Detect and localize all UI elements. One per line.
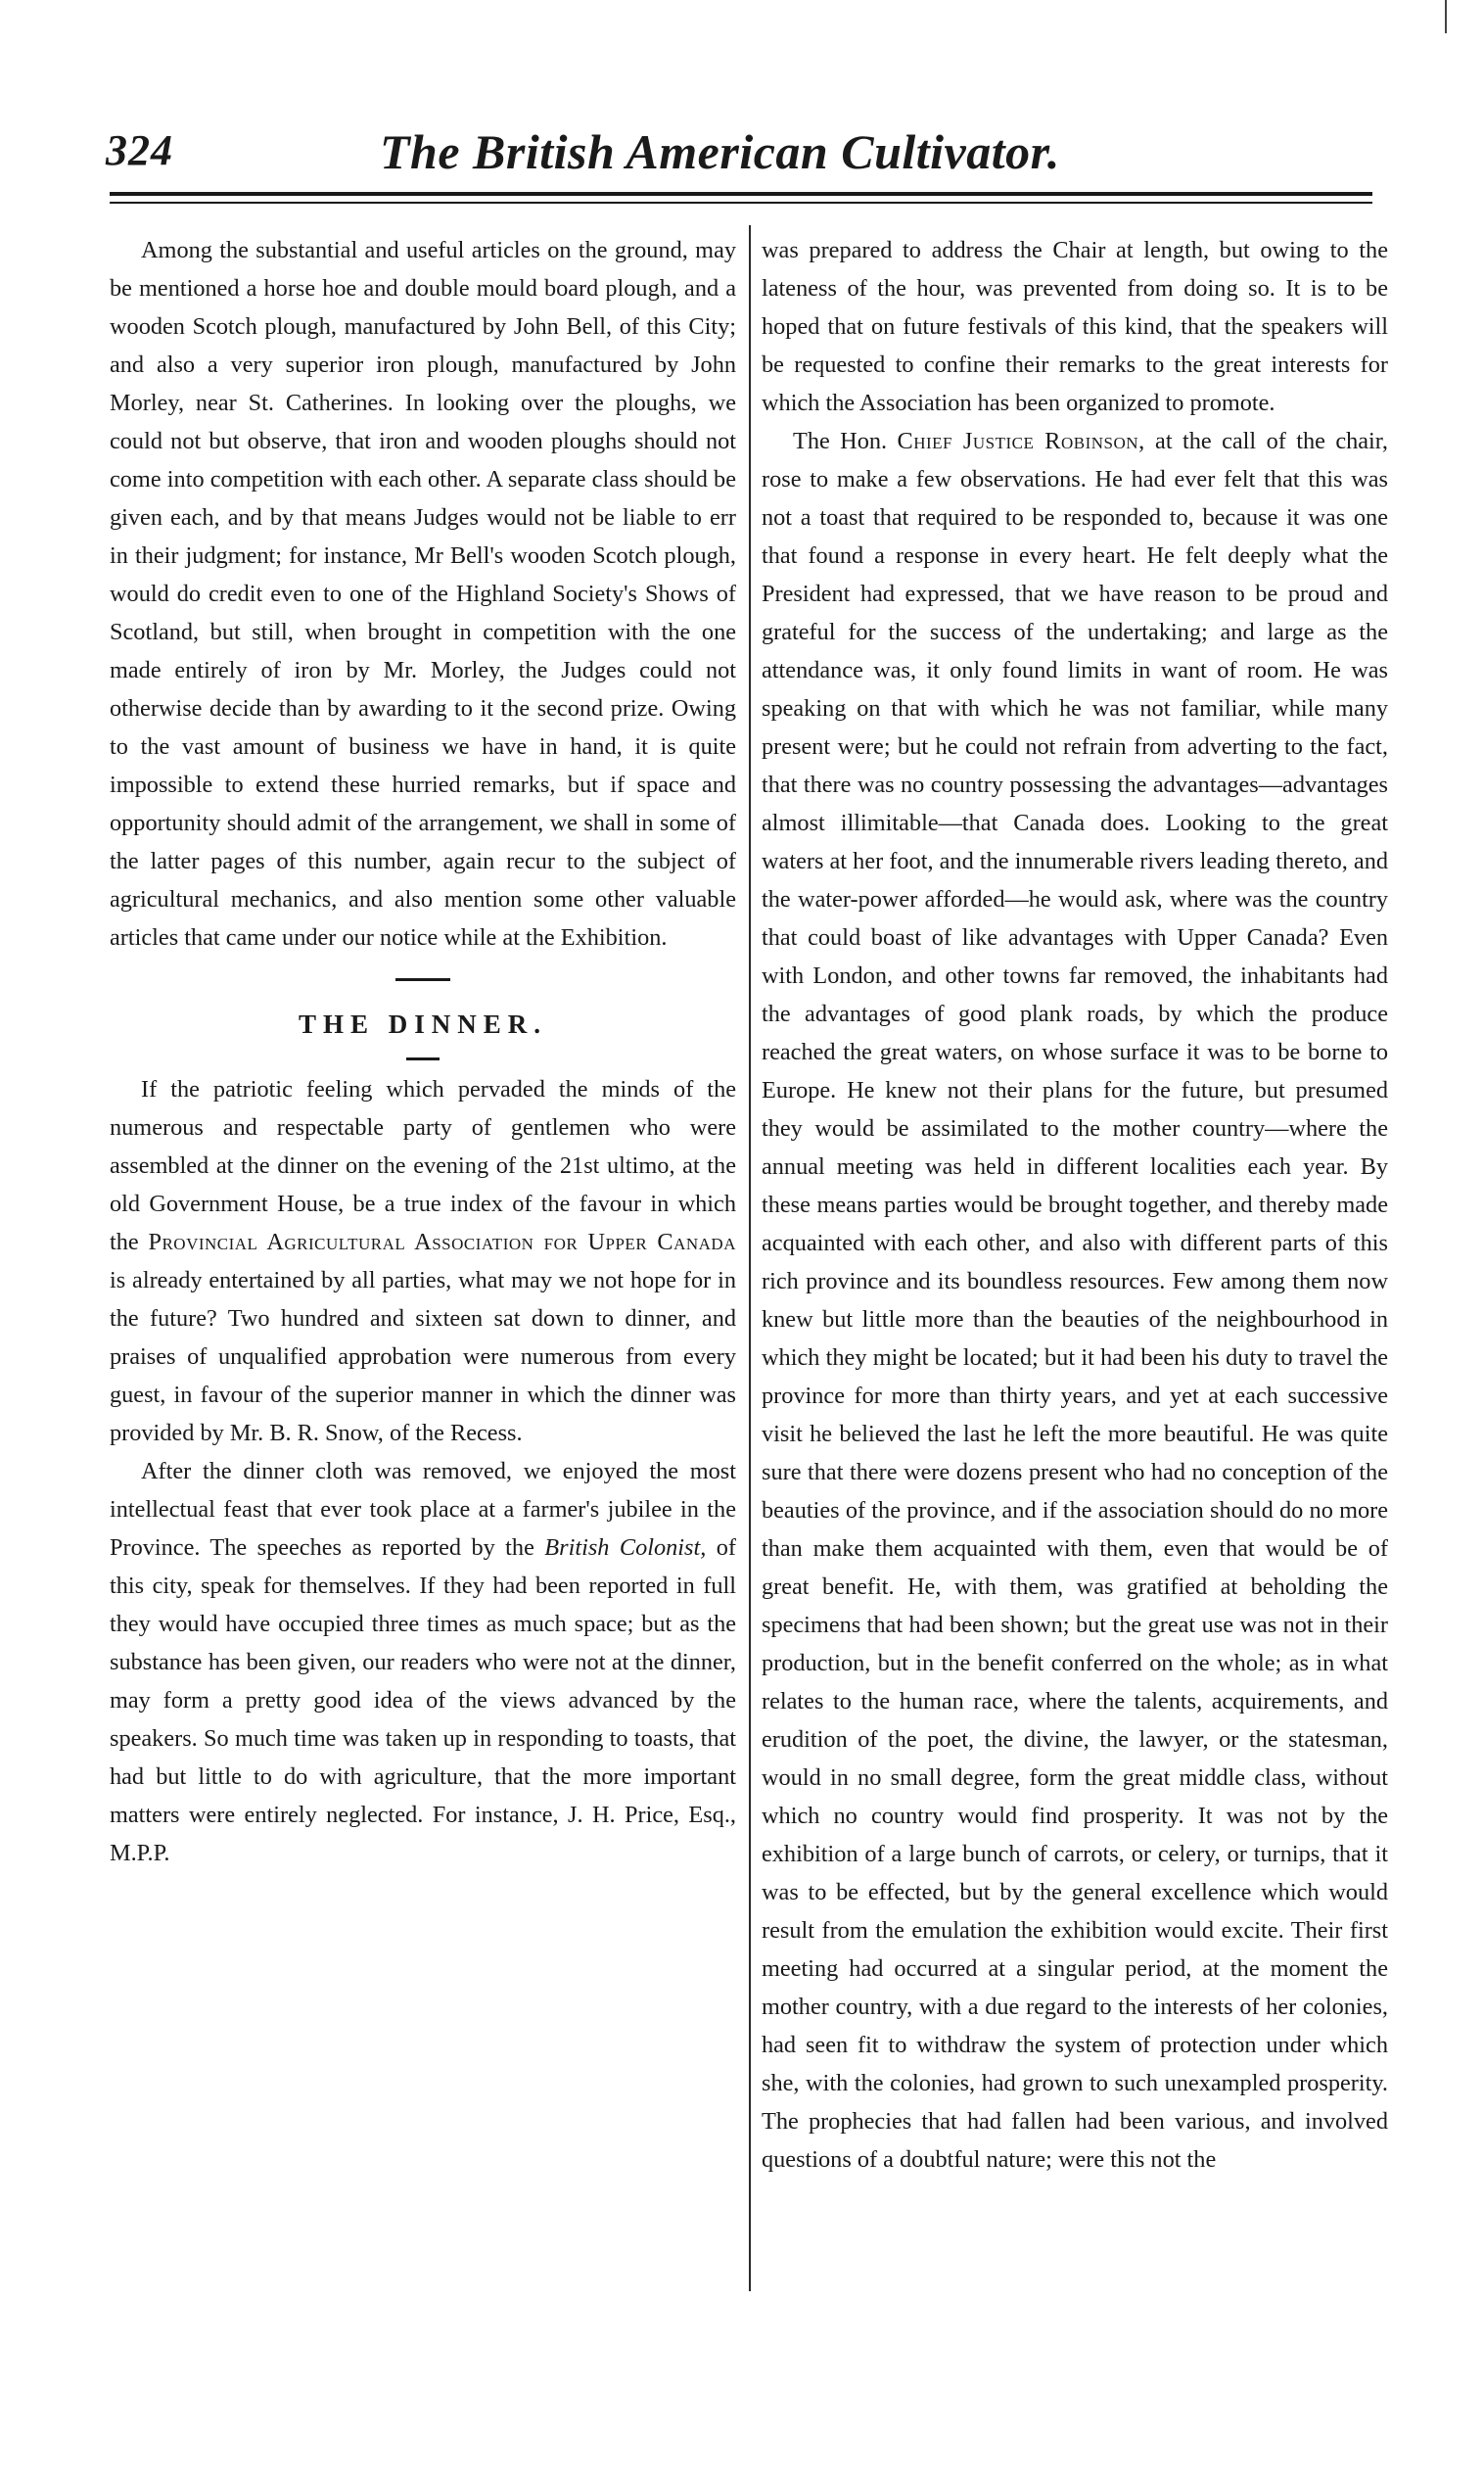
- dinner-intro-text-b: is already entertained by all parties, what may we not hope for in the future? Two hundred and sixteen sat down to dinner, and praises of unqualified approbation were numerous from every guest, in favour of the superior manner in which the dinner was provided by Mr. B. R. Snow, of the Recess.: [110, 1267, 736, 1446]
- speeches-text-b: of this city, speak for themselves. If they had been reported in full they would have occupied three times as much space; but as the substance has been given, our readers who were not at the dinner, may form a pretty good idea of the views advanced by the speakers. So much time was taken up in responding to toasts, that had but little to do with agriculture, that the more important matters were entirely neglected. For instance, J. H. Price, Esq., M.P.P.: [110, 1534, 736, 1866]
- paragraph-chief-justice: [762, 422, 1388, 2179]
- heading-underline: [406, 1057, 440, 1060]
- left-column: [110, 231, 736, 1872]
- section-heading-dinner: THE DINNER.: [298, 1010, 548, 1039]
- header-rule-thick: [110, 192, 1372, 196]
- association-name: Provincial Agricultural Association for Upper Canada: [148, 1229, 736, 1255]
- dinner-intro-text-a: If the patriotic feeling which pervaded the minds of the numerous and respectable party of gentlemen who were assembled at the dinner on the evening of the 21st ultimo, at the old Government House, be a true index of the favour in which the: [110, 1076, 736, 1255]
- chief-justice-text-a: The Hon.: [793, 428, 898, 454]
- speaker-name: Chief Justice Robinson,: [897, 428, 1145, 454]
- right-column: [762, 231, 1388, 2179]
- page-header: [106, 125, 1368, 186]
- running-title: The British American Cultivator.: [380, 124, 1060, 179]
- paragraph-dinner-intro: [110, 1070, 736, 1452]
- speeches-text-a: After the dinner cloth was removed, we enjoyed the most intellectual feast that ever took place at a farmer's jubilee in the Province. The speeches as reported by the: [110, 1458, 736, 1561]
- paragraph-implements: Among the substantial and useful articles on the ground, may be mentioned a horse hoe and double mould board plough, and a wooden Scotch plough, manufactured by John Bell, of this City; and also a very superior iron plough, manufactured by John Morley, near St. Catherines. In looking over the ploughs, we could not but observe, that iron and wooden ploughs should not come into competition with each other. A separate class should be given each, and by that means Judges would not be liable to err in their judgment; for instance, Mr Bell's wooden Scotch plough, would do credit even to one of the Highland Society's Shows of Scotland, but still, when brought in competition with the one made entirely of iron by Mr. Morley, the Judges could not otherwise decide than by awarding to it the second prize. Owing to the vast amount of business we have in hand, it is quite impossible to extend these hurried remarks, but if space and opportunity should admit of the arrangement, we shall in some of the latter pages of this number, again recur to the subject of agricultural mechanics, and also mention some other valuable articles that came under our notice while at the Exhibition.: [110, 237, 736, 951]
- newspaper-name: British Colonist,: [544, 1534, 707, 1561]
- scan-edge-mark: [1445, 0, 1447, 33]
- paragraph-speeches: [110, 1452, 736, 1872]
- page-number: 324: [106, 126, 173, 174]
- column-divider: [749, 225, 751, 2291]
- section-divider: [395, 978, 450, 981]
- chief-justice-text-b: at the call of the chair, rose to make a few observations. He had ever felt that this was not a toast that required to be responded to, because it was one that found a response in every heart. He felt deeply what the President had expressed, that we have reason to be proud and grateful for the success of the undertaking; and large as the attendance was, it only found limits in want of room. He was speaking on that with which he was not familiar, while many present were; but he could not refrain from adverting to the fact, that there was no country possessing the advantages—advantages almost illimitable—that Canada does. Looking to the great waters at her foot, and the innumerable rivers leading thereto, and the water-power afforded—he would ask, where was the country that could boast of like advantages with Upper Canada? Even with London, and other towns far removed, the inhabitants had the advantages of good plank roads, by which the produce reached the great waters, on whose surface it was to be borne to Europe. He knew not their plans for the future, but presumed they would be assimilated to the mother country—where the annual meeting was held in different localities each year. By these means parties would be brought together, and thereby made acquainted with each other, and also with different parts of this rich province and its boundless resources. Few among them now knew but little more than the beauties of the neighbourhood in which they might be located; but it had been his duty to travel the province for more than thirty years, and yet at each successive visit he believed the last he left the more beautiful. He was quite sure that there were dozens present who had no conception of the beauties of the province, and if the association should do no more than make them acquainted with them, even that would be of great benefit. He, with them, was gratified at beholding the specimens that had been shown; but the great use was not in their production, but in the benefit conferred on the whole; as in what relates to the human race, where the talents, acquirements, and erudition of the poet, the divine, the lawyer, or the statesman, would in no small degree, form the great middle class, without which no country would find prosperity. It was not by the exhibition of a large bunch of carrots, or celery, or turnips, that it was to be effected, but by the general excellence which would result from the emulation the exhibition would excite. Their first meeting had occurred at a singular period, at the moment the mother country, with a due regard to the interests of her colonies, had seen fit to withdraw the system of protection under which she, with the colonies, had grown to such unexampled prosperity. The prophecies that had fallen had been various, and involved questions of a doubtful nature; were this not the: [762, 428, 1388, 2173]
- header-rule-thin: [110, 202, 1372, 204]
- paragraph-continuation: was prepared to address the Chair at length, but owing to the lateness of the hour, was prevented from doing so. It is to be hoped that on future festivals of this kind, that the speakers will be requested to confine their remarks to the great interests for which the Association has been organized to promote.: [762, 237, 1388, 416]
